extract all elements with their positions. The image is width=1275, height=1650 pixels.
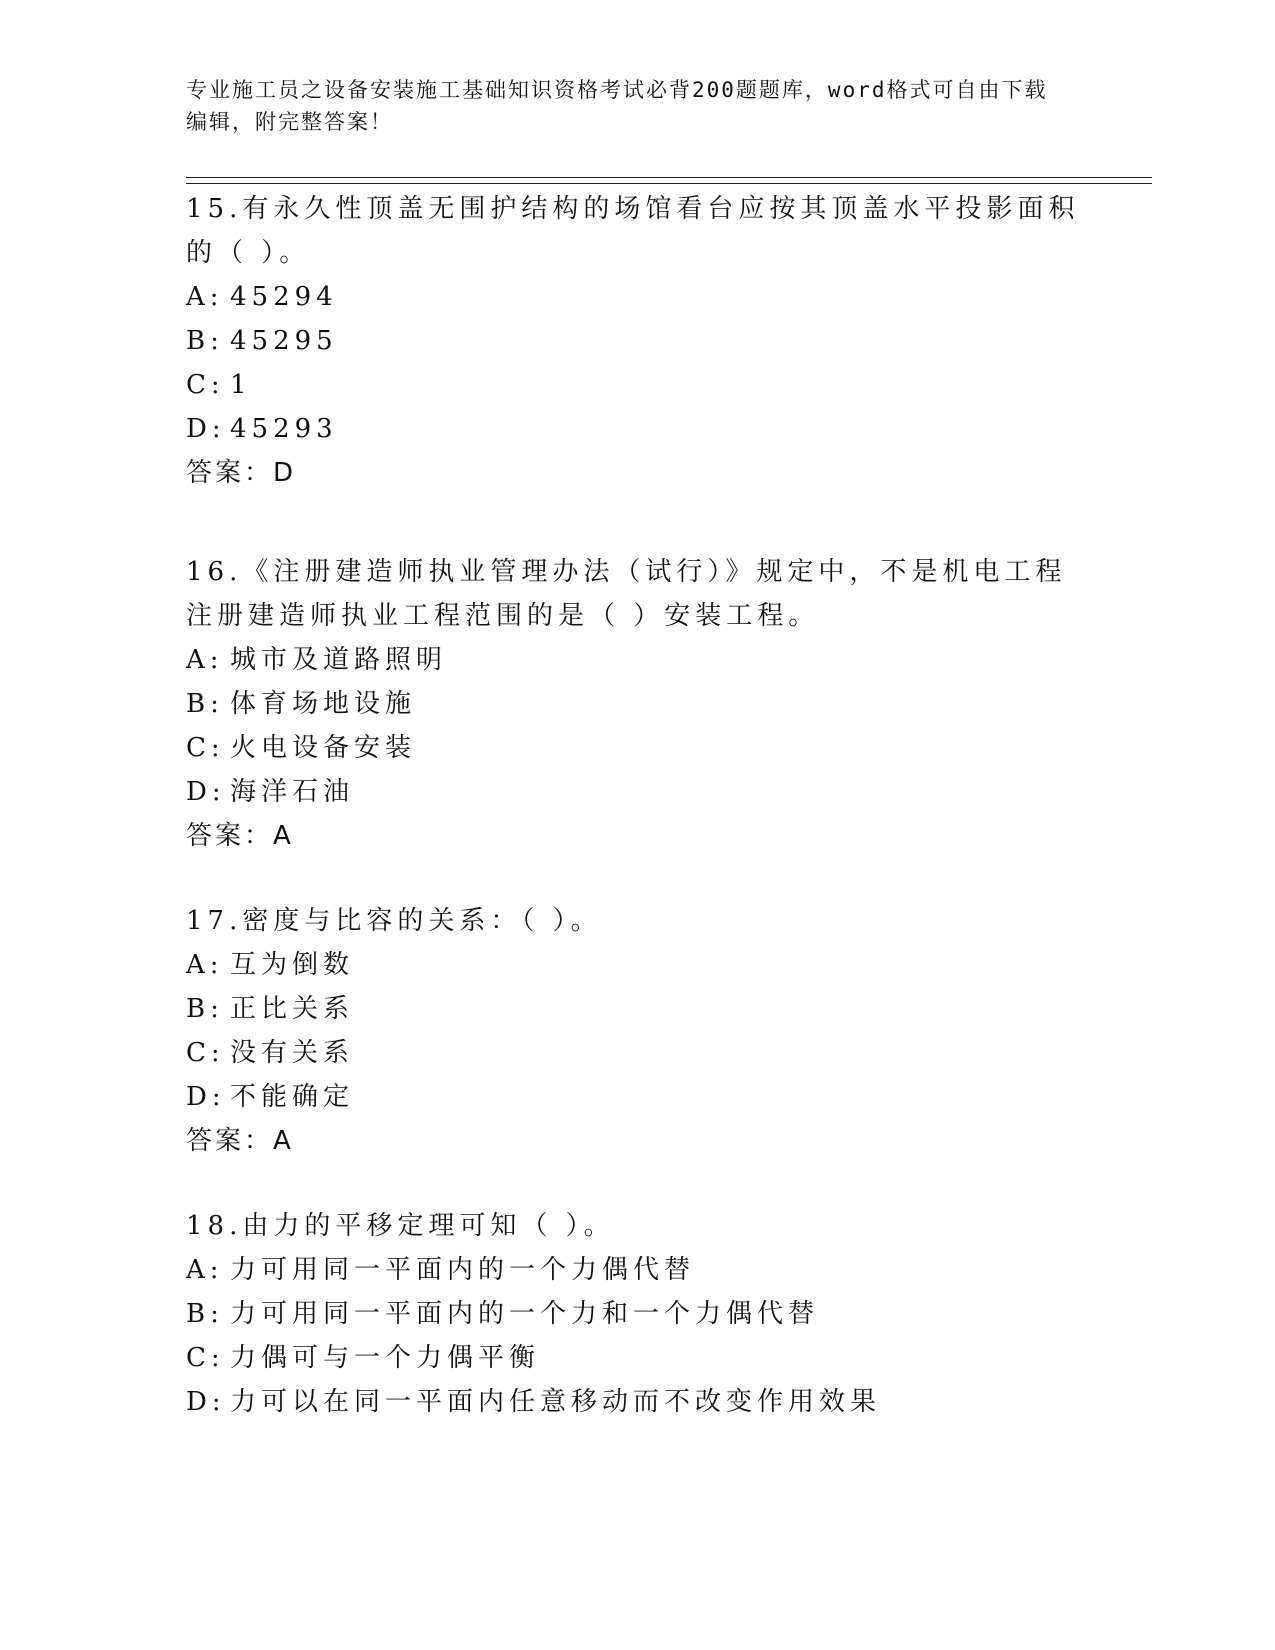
option-d bbox=[186, 1380, 1086, 1424]
option-text: 没有关系 bbox=[230, 1038, 355, 1068]
header-divider-bottom bbox=[186, 183, 1152, 184]
option-text: 体育场地设施 bbox=[230, 689, 417, 719]
document-header: 专业施工员之设备安装施工基础知识资格考试必背200题题库，word格式可自由下载编辑，附完整答案！ bbox=[186, 78, 1048, 134]
option-text: 力可用同一平面内的一个力偶代替 bbox=[230, 1255, 696, 1285]
option-b bbox=[186, 987, 1086, 1031]
question-stem: 18.由力的平移定理可知（ ）。 bbox=[186, 1211, 615, 1241]
option-c bbox=[186, 363, 1086, 407]
option-key: B: bbox=[186, 1299, 224, 1329]
option-c bbox=[186, 1336, 1086, 1380]
option-key: A: bbox=[186, 645, 224, 675]
option-b bbox=[186, 319, 1086, 363]
option-text: 45293 bbox=[230, 414, 338, 444]
question-stem: 16.《注册建造师执业管理办法（试行）》规定中，不是机电工程注册建造师执业工程范围的是（ ）安装工程。 bbox=[186, 557, 1067, 631]
option-text: 45294 bbox=[230, 282, 338, 312]
question-15 bbox=[186, 187, 1086, 495]
answer-label: 答案：D bbox=[186, 458, 297, 488]
option-d bbox=[186, 770, 1086, 814]
header-divider-top bbox=[186, 177, 1152, 178]
question-stem: 17.密度与比容的关系：（ ）。 bbox=[186, 906, 602, 936]
option-key: D: bbox=[186, 414, 226, 444]
option-key: C: bbox=[186, 1038, 225, 1068]
option-b bbox=[186, 1292, 1086, 1336]
option-a bbox=[186, 638, 1086, 682]
option-key: B: bbox=[186, 689, 224, 719]
option-d bbox=[186, 407, 1086, 451]
option-c bbox=[186, 726, 1086, 770]
option-a bbox=[186, 943, 1086, 987]
option-key: D: bbox=[186, 1082, 226, 1112]
option-text: 正比关系 bbox=[230, 994, 355, 1024]
option-d bbox=[186, 1075, 1086, 1119]
answer-label: 答案：A bbox=[186, 1126, 294, 1156]
option-key: D: bbox=[186, 777, 226, 807]
option-key: C: bbox=[186, 1343, 225, 1373]
question-18 bbox=[186, 1204, 1086, 1424]
option-text: 1 bbox=[230, 370, 252, 400]
option-c bbox=[186, 1031, 1086, 1075]
option-text: 不能确定 bbox=[230, 1082, 355, 1112]
option-text: 火电设备安装 bbox=[230, 733, 417, 763]
option-key: A: bbox=[186, 282, 224, 312]
question-17 bbox=[186, 899, 1086, 1163]
option-key: C: bbox=[186, 733, 225, 763]
question-stem: 15.有永久性顶盖无围护结构的场馆看台应按其顶盖水平投影面积的（ ）。 bbox=[186, 194, 1080, 268]
answer-label: 答案：A bbox=[186, 821, 294, 851]
question-16 bbox=[186, 550, 1086, 858]
option-text: 力可以在同一平面内任意移动而不改变作用效果 bbox=[230, 1387, 882, 1417]
option-key: A: bbox=[186, 1255, 224, 1285]
option-text: 海洋石油 bbox=[230, 777, 355, 807]
option-key: B: bbox=[186, 326, 224, 356]
option-key: C: bbox=[186, 370, 225, 400]
option-text: 互为倒数 bbox=[230, 950, 355, 980]
option-key: D: bbox=[186, 1387, 226, 1417]
option-text: 力偶可与一个力偶平衡 bbox=[230, 1343, 541, 1373]
option-b bbox=[186, 682, 1086, 726]
option-key: B: bbox=[186, 994, 224, 1024]
option-text: 力可用同一平面内的一个力和一个力偶代替 bbox=[230, 1299, 820, 1329]
option-key: A: bbox=[186, 950, 224, 980]
option-text: 城市及道路照明 bbox=[230, 645, 448, 675]
option-a bbox=[186, 275, 1086, 319]
option-a bbox=[186, 1248, 1086, 1292]
option-text: 45295 bbox=[230, 326, 338, 356]
